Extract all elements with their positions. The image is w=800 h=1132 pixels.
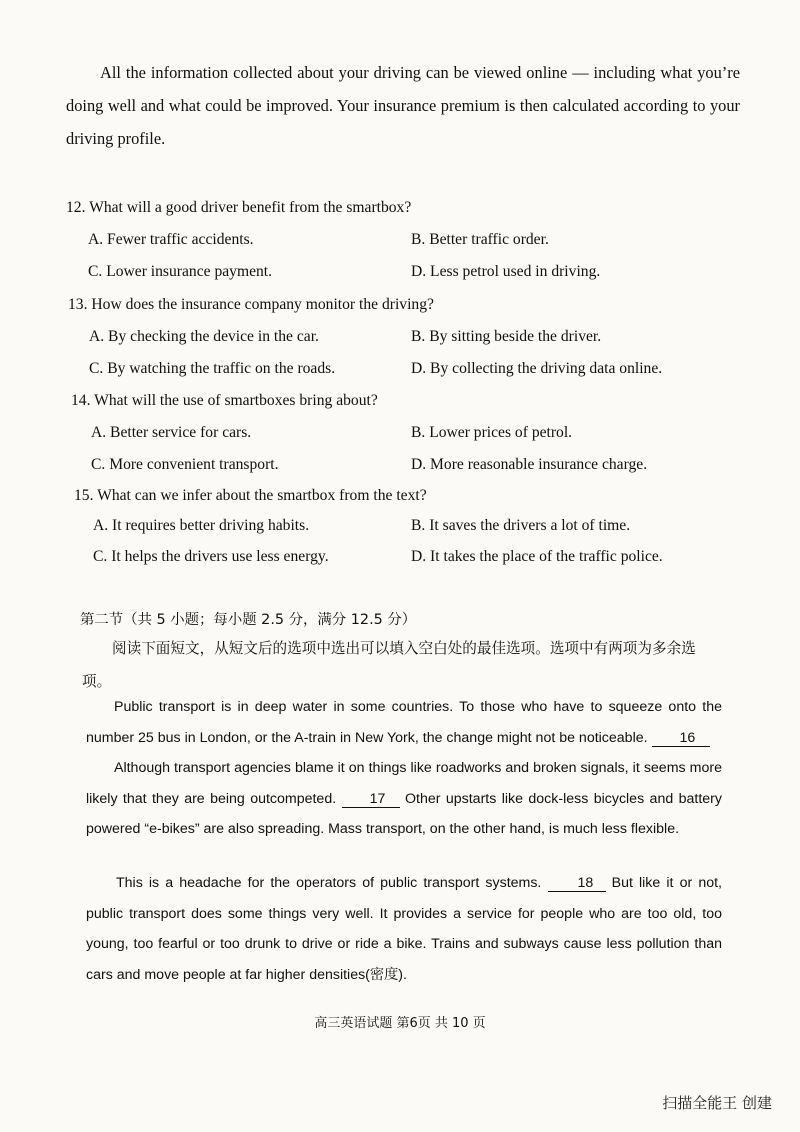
passage-text: Other upstarts like dock-less bicycles and battery powered “e-bikes” are also spreading. Mass transport, on the other hand, is much less flexible. [86,790,722,837]
passage-text: Although transport agencies blame it on things like roadworks and broken signals, it seems more likely that they are being outcompeted. [86,760,722,807]
passage-text: This is a headache for the operators of public transport systems. [116,875,542,891]
blank-17: 17 [342,792,400,808]
blank-18: 18 [548,876,606,892]
passage-text: But like it or not, public transport does some things very well. It provides a service for people who are too old, too young, too fearful or too drunk to drive or ride a bike. Trains and subways cause less pollution than cars and move people at far higher densities(密度). [86,875,722,983]
question-option: A. By checking the device in the car. [89,328,319,345]
question-option: C. By watching the traffic on the roads. [89,360,336,377]
blank-16: 16 [652,731,710,747]
page-footer: 高三英语试题 第6页 共 10 页 [314,1016,486,1031]
question-option: A. It requires better driving habits. [93,517,310,534]
passage2-paragraph-3 [86,868,722,990]
passage-paragraph: All the information collected about your driving can be viewed online — including what you’re doing well and what could be improved. Your insurance premium is then calculated according to your driving profile. [66,63,740,148]
question-option: C. It helps the drivers use less energy. [93,548,329,565]
question-option: D. More reasonable insurance charge. [411,456,648,473]
question-option: A. Fewer traffic accidents. [88,231,254,248]
question-option: C. Lower insurance payment. [88,263,273,280]
question-stem: 13. How does the insurance company monitor the driving? [68,296,434,313]
question-stem: 15. What can we infer about the smartbox from the text? [74,487,427,504]
question-option: B. Lower prices of petrol. [411,424,573,441]
section-heading: 第二节（共 5 小题；每小题 2.5 分，满分 12.5 分） [80,612,417,628]
question-option: D. It takes the place of the traffic police. [411,548,663,565]
question-stem: 12. What will a good driver benefit from the smartbox? [66,199,412,216]
question-option: A. Better service for cars. [91,424,252,441]
scanner-watermark: 扫描全能王 创建 [662,1094,772,1112]
section-instruction: 阅读下面短文，从短文后的选项中选出可以填入空白处的最佳选项。选项中有两项为多余选项。 [82,640,696,690]
passage-text: Public transport is in deep water in some countries. To those who have to squeeze onto the number 25 bus in London, or the A-train in New York, the change might not be noticeable. [86,699,722,746]
question-option: D. Less petrol used in driving. [411,263,601,280]
passage2-paragraph-1 [86,692,722,753]
question-stem: 14. What will the use of smartboxes bring about? [71,392,378,409]
question-option: B. By sitting beside the driver. [411,328,602,345]
question-option: B. Better traffic order. [411,231,549,248]
passage2-paragraph-2 [86,753,722,845]
question-option: B. It saves the drivers a lot of time. [411,517,631,534]
question-option: D. By collecting the driving data online. [411,360,663,377]
question-option: C. More convenient transport. [91,456,279,473]
